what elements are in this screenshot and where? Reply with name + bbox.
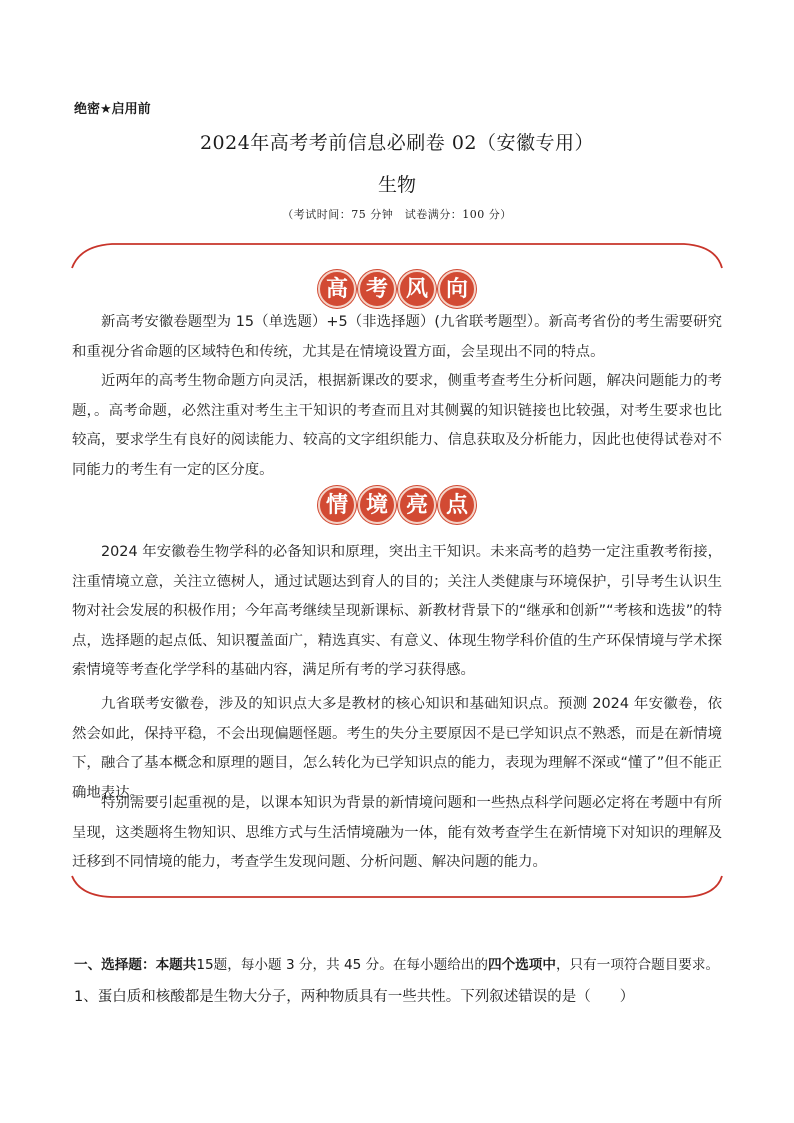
banner-char: 考 bbox=[358, 270, 396, 308]
paragraph: 近两年的高考生物命题方向灵活，根据新课改的要求，侧重考查考生分析问题，解决问题能力的考题，。高考命题，必然注重对考生主干知识的考查而且对其侧翼的知识链接也比较强，对考生要求也比较高，要求学生有良好的阅读能力、较高的文字组织能力、信息获取及分析能力，因此也使得试卷对不同能力的考生有一定的区分度。 bbox=[72, 373, 722, 478]
frame-bottom-arc bbox=[72, 876, 722, 897]
banner-char: 境 bbox=[358, 486, 396, 524]
banner-qingjing-liangdian bbox=[0, 486, 794, 524]
banner-char: 高 bbox=[318, 270, 356, 308]
banner-char: 向 bbox=[438, 270, 476, 308]
page-title: 2024年高考考前信息必刷卷 02（安徽专用） bbox=[199, 132, 595, 154]
banner-char: 亮 bbox=[398, 486, 436, 524]
section-text: ，只有一项符合题目要求。 bbox=[555, 957, 720, 973]
section-count: 15 bbox=[196, 957, 214, 973]
frame-top-arc bbox=[72, 244, 722, 268]
secret-label: 绝密★启用前 bbox=[74, 102, 151, 117]
section-bold: 本题共 bbox=[155, 957, 197, 973]
subject-title: 生物 bbox=[377, 174, 416, 196]
question-1: 1、蛋白质和核酸都是生物大分子，两种物质具有一些共性。下列叙述错误的是（ ） bbox=[74, 989, 635, 1005]
paragraph: 特别需要引起重视的是，以课本知识为背景的新情境问题和一些热点科学问题必定将在考题中有所呈现，这类题将生物知识、思维方式与生活情境融为一体，能有效考查学生在新情境下对知识的理解及迁移到不同情境的能力，考查学生发现问题、分析问题、解决问题的能力。 bbox=[72, 795, 722, 870]
section-heading bbox=[74, 953, 734, 973]
banner-gaokao-fengxiang bbox=[0, 270, 794, 308]
exam-info: （考试时间：75 分钟 试卷满分：100 分） bbox=[282, 208, 512, 221]
paragraph: 2024 年安徽卷生物学科的必备知识和原理，突出主干知识。未来高考的趋势一定注重教考衔接，注重情境立意，关注立德树人，通过试题达到育人的目的；关注人类健康与环境保护，引导考生认识生物对社会发展的积极作用；今年高考继续呈现新课标、新教材背景下的“继承和创新”“考核和选拔”的特点，选择题的起点低、知识覆盖面广，精选真实、有意义、体现生物学科价值的生产环保情境与学术探索情境等考查化学学科的基础内容，满足所有考的学习获得感。 bbox=[72, 544, 722, 678]
section-label: 一、选择题： bbox=[74, 957, 156, 973]
banner-char: 情 bbox=[318, 486, 356, 524]
section-text: 题，每小题 3 分，共 45 分。在每小题给出的 bbox=[213, 957, 488, 973]
paragraph: 九省联考安徽卷，涉及的知识点大多是教材的核心知识和基础知识点。预测 2024 年安徽卷，依然会如此，保持平稳，不会出现偏题怪题。考生的失分主要原因不是已学知识点不熟悉，而是在新情境下，融合了基本概念和原理的题目，怎么转化为已学知识点的能力，表现为理解不深或“懂了”但不能正确地表达。 bbox=[72, 696, 722, 801]
banner-char: 点 bbox=[438, 486, 476, 524]
banner-char: 风 bbox=[398, 270, 436, 308]
section-bold: 四个选项中 bbox=[487, 957, 556, 973]
paragraph: 新高考安徽卷题型为 15（单选题）+5（非选择题）(九省联考题型）。新高考省份的考生需要研究和重视分省命题的区域特色和传统，尤其是在情境设置方面，会呈现出不同的特点。 bbox=[72, 314, 722, 360]
